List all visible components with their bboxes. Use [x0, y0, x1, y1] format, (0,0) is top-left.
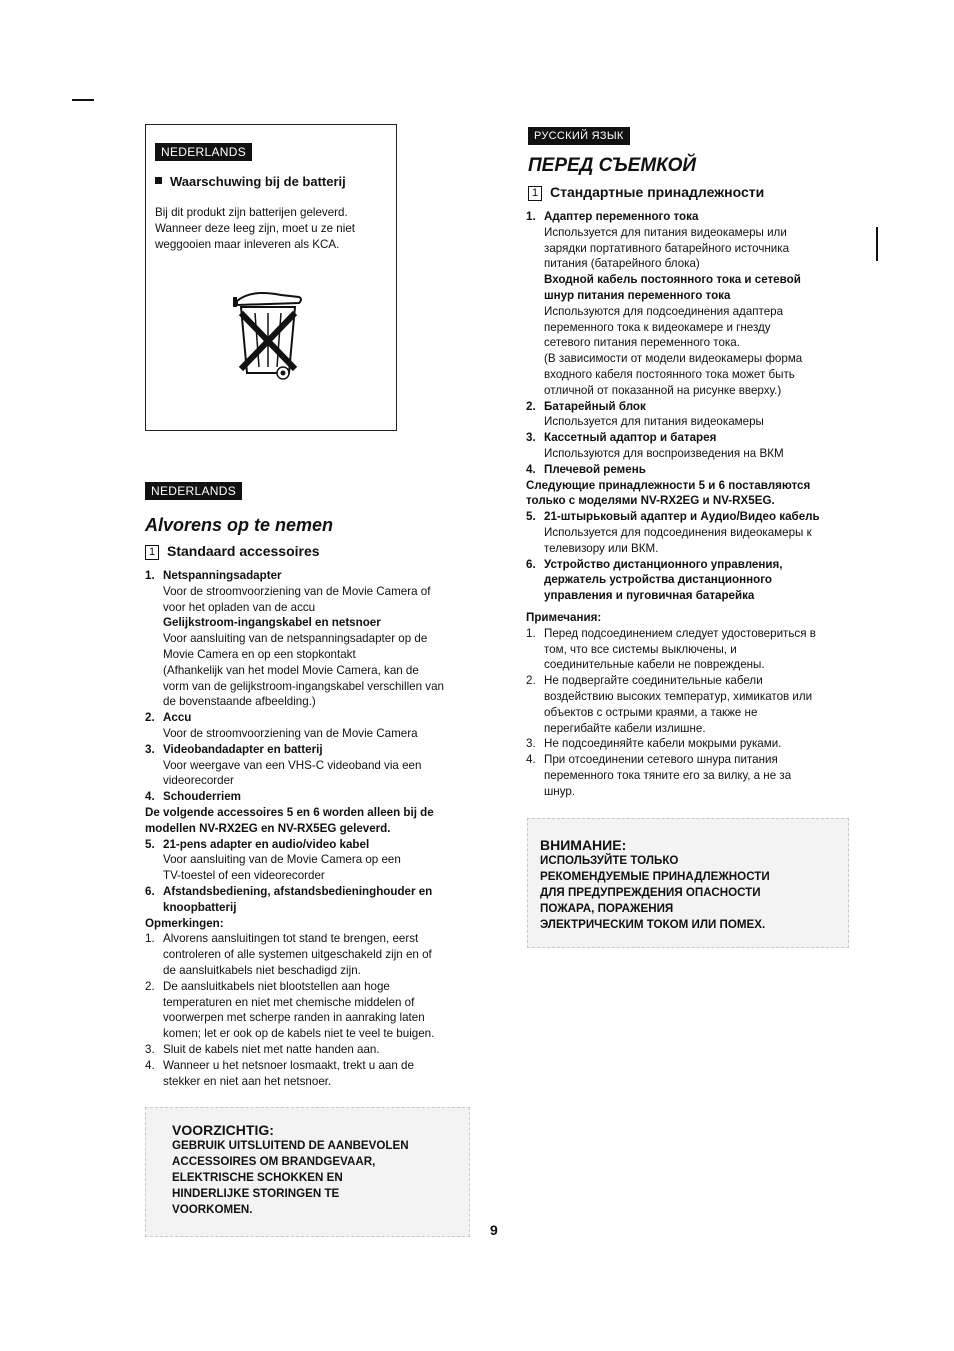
list-item: 1. Адаптер переменного тока: [526, 210, 699, 223]
battery-warning-heading: Waarschuwing bij de batterij: [155, 173, 346, 191]
margin-line: [876, 227, 878, 261]
list-item: 6. Устройство дистанционного управления,: [526, 557, 783, 571]
ru-page-title: ПЕРЕД СЪЕМКОЙ: [528, 155, 697, 176]
nl-notes-title: Opmerkingen:: [145, 916, 224, 930]
list-item: 3. Не подсоединяйте кабели мокрыми руками.: [526, 737, 782, 751]
ru-notes-title: Примечания:: [526, 610, 602, 624]
ru-caution-title: ВНИМАНИЕ:: [540, 837, 627, 853]
ru-caution-text: ИСПОЛЬЗУЙТЕ ТОЛЬКО РЕКОМЕНДУЕМЫЕ ПРИНАДЛЕЖНОСТИ ДЛЯ ПРЕДУПРЕЖДЕНИЯ ОПАСНОСТИ ПОЖАРА, ПОРАЖЕНИЯ ЭЛЕКТРИЧЕСКИМ ТОКОМ ИЛИ ПОМЕХ.: [540, 854, 770, 931]
list-item: 2. Accu: [145, 711, 192, 725]
nl-page-title: Alvorens op te nemen: [145, 515, 334, 535]
ru-section-heading: 1 Стандартные принадлежности: [528, 183, 764, 201]
list-item: 6. Afstandsbediening, afstandsbedieninghouder en: [145, 884, 433, 898]
scan-mark: [72, 99, 94, 101]
list-item: 4. Schouderriem: [145, 790, 241, 804]
section-number-box: 1: [528, 186, 542, 201]
list-item: 5. 21-штырьковый адаптер и Аудио/Видео кабель: [526, 510, 820, 524]
list-item: 4. Плечевой ремень: [526, 462, 646, 476]
list-item: 2. De aansluitkabels niet blootstellen aan hoge: [145, 979, 390, 993]
ru-caution-box: [527, 818, 849, 948]
list-item: 4. При отсоединении сетевого шнура питания: [526, 753, 778, 767]
bullet-square-icon: [155, 177, 162, 184]
crossed-out-bin-icon: [229, 285, 309, 385]
language-badge-nl: NEDERLANDS: [145, 482, 242, 500]
nl-caution-box: [145, 1107, 470, 1237]
nl-accessory-list: 1. Netspanningsadapter Voor de stroomvoorziening van de Movie Camera of voor het opladen van de accu Gelijkstroom-ingangskabel en netsnoer Voor aansluiting van de netspanningsadapter op de Movie Camera en op een stopkontakt (Afhankelijk van het model Movie Camera, kan de vorm van de gelijkstroom-ingangskabel verschillen van de bovenstaande afbeelding.) 2. Accu Voor de stroomvoorziening van de Movie Camera 3. Videobandadapter en batterij Voor weergave van een VHS-C videoband via een videorecorder 4. Schouderriem De volgende accessoires 5 en 6 worden alleen bij de modellen NV-RX2EG en NV-RX5EG geleverd. 5. 21-pens adapter en audio/video kabel Voor aansluiting van de Movie Camera op een TV-toestel of een videorecorder 6. Afstandsbediening, afstandsbedieninghouder en knoopbatterij Opmerkingen: 1. Alvorens aansluitingen tot stand te brengen, eerst controleren of alle systemen uitgeschakeld zijn en of de aansluitkabels niet beschadigd zijn. 2. De aansluitkabels niet blootstellen aan hoge temperaturen en niet met chemische middelen of voorwerpen met scherpe randen in aanraking laten komen; let er ook op de kabels niet te veel te buigen. 3. Sluit de kabels niet met natte handen aan. 4. Wanneer u het netsnoer losmaakt, trekt u aan de stekker en niet aan het netsnoer.: [145, 568, 475, 1089]
battery-warning-text: Bij dit produkt zijn batterijen geleverd. Wanneer deze leeg zijn, moet u ze niet weggooien maar inleveren als KCA.: [155, 206, 355, 251]
list-item: 5. 21-pens adapter en audio/video kabel: [145, 837, 370, 851]
list-item: 4. Wanneer u het netsnoer losmaakt, trekt u aan de: [145, 1058, 414, 1072]
nl-caution-text: GEBRUIK UITSLUITEND DE AANBEVOLEN ACCESSOIRES OM BRANDGEVAAR, ELEKTRISCHE SCHOKKEN EN HINDERLIJKE STORINGEN TE VOORKOMEN.: [172, 1139, 409, 1216]
list-item: 3. Sluit de kabels niet met natte handen aan.: [145, 1042, 380, 1056]
list-item: 3. Кассетный адаптор и батарея: [526, 431, 717, 445]
list-item: 1. Netspanningsadapter: [145, 569, 282, 582]
list-item: 3. Videobandadapter en batterij: [145, 742, 323, 756]
battery-warning-box: [145, 124, 397, 431]
language-badge-ru: РУССКИЙ ЯЗЫК: [528, 127, 630, 145]
ru-accessory-list: 1. Адаптер переменного тока Используется для питания видеокамеры или зарядки портативного батарейного источника питания (батарейного блока) Входной кабель постоянного тока и сетевой шнур питания переменного тока Используются для подсоединения адаптера переменного тока к видеокамере и гнезду сетевого питания переменного тока. (В зависимости от модели видеокамеры форма входного кабеля постоянного тока может быть отличной от показанной на рисунке вверху.) 2. Батарейный блок Используется для питания видеокамеры 3. Кассетный адаптор и батарея Используются для воспроизведения на ВКМ 4. Плечевой ремень Следующие принадлежности 5 и 6 поставляются только с моделями NV-RX2EG и NV-RX5EG. 5. 21-штырьковый адаптер и Аудио/Видео кабель Используется для подсоединения видеокамеры к телевизору или ВКМ. 6. Устройство дистанционного управления, держатель устройства дистанционного управления и пуговичная батарейка Примечания: 1. Перед подсоединением следует удостовериться в том, что все системы выключены, и соединительные кабели не повреждены. 2. Не подвергайте соединительные кабели воздействию высоких температур, химикатов или объектов с острыми краями, а также не перегибайте кабели излишне. 3. Не подсоединяйте кабели мокрыми руками. 4. При отсоединении сетевого шнура питания переменного тока тяните его за вилку, а не за шнур.: [526, 209, 856, 799]
section-number-box: 1: [145, 545, 159, 560]
list-item: 2. Батарейный блок: [526, 399, 646, 413]
page-number: 9: [490, 1222, 498, 1238]
list-item: 2. Не подвергайте соединительные кабели: [526, 674, 763, 688]
language-badge-nl-box: NEDERLANDS: [155, 143, 252, 161]
list-item: 1. Alvorens aansluitingen tot stand te brengen, eerst: [145, 932, 419, 946]
list-item: 1. Перед подсоединением следует удостовериться в: [526, 626, 816, 640]
nl-section-heading: 1 Standaard accessoires: [145, 542, 320, 560]
nl-caution-title: VOORZICHTIG:: [172, 1122, 274, 1138]
